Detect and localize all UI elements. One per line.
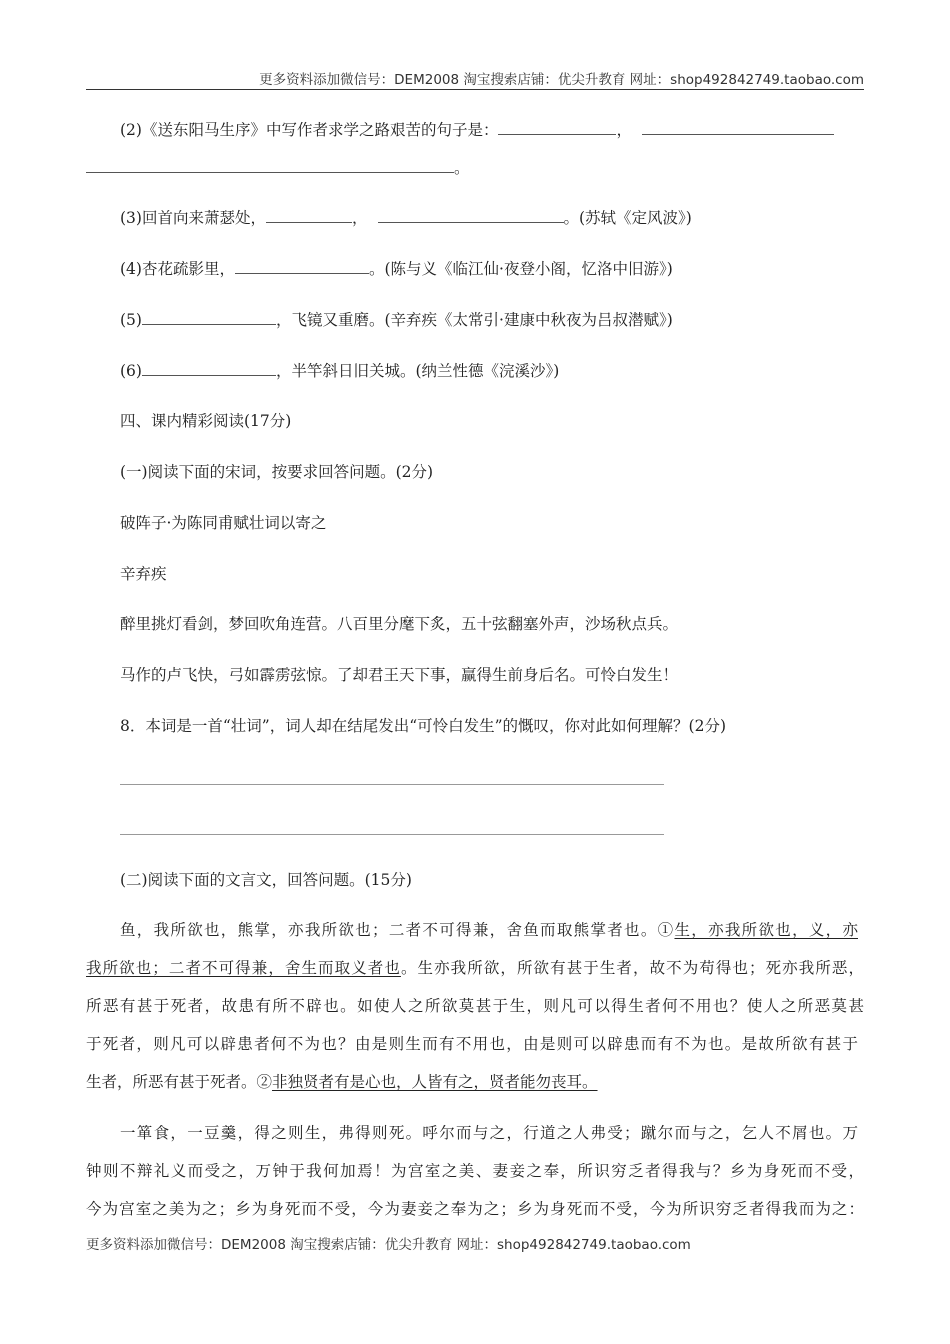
poem-line-2: 马作的卢飞快，弓如霹雳弦惊。了却君王天下事，赢得生前身后名。可怜白发生！ — [120, 666, 679, 684]
underlined-sentence-2: 非独贤者有是心也，人皆有之，贤者能勿丧耳。 — [272, 1073, 598, 1091]
question-3-text: 回首向来萧瑟处， — [141, 209, 266, 227]
question-3-source: 。(苏轼《定风波》) — [563, 209, 692, 227]
question-2 — [120, 119, 834, 140]
question-4 — [120, 258, 673, 279]
question-5-num: (5) — [120, 311, 142, 329]
question-5 — [120, 309, 673, 330]
question-6-num: (6) — [120, 362, 142, 380]
question-4-num: (4) — [120, 260, 142, 278]
passage-line — [86, 958, 864, 978]
passage-text: 鱼，我所欲也，熊掌，亦我所欲也；二者不可得兼，舍鱼而取熊掌者也。① — [120, 921, 675, 939]
answer-line[interactable] — [120, 834, 664, 835]
passage-text: 生者，所恶有甚于死者。② — [86, 1073, 273, 1091]
answer-blank[interactable] — [498, 119, 616, 135]
answer-blank[interactable] — [378, 207, 564, 223]
question-4-source: 。(陈与义《临江仙·夜登小阁，忆洛中旧游》) — [368, 260, 673, 278]
question-2-text: (2)《送东阳马生序》中写作者求学之路艰苦的句子是： — [120, 121, 499, 139]
question-8: 8．本词是一首“壮词”，词人却在结尾发出“可怜白发生”的慨叹，你对此如何理解？(2分) — [120, 717, 727, 735]
passage-line: 于死者，则凡可以辟患者何不为也？由是则生而有不用也，由是则可以辟患而有不为也。是故所欲有甚于 — [86, 1035, 858, 1053]
passage-line: 今为宫室之美为之；乡为身死而不受，今为妻妾之奉为之；乡为身死而不受，今为所识穷乏者得我而为之： — [86, 1200, 864, 1218]
passage-line: 一箪食，一豆羹，得之则生，弗得则死。呼尔而与之，行道之人弗受；蹴尔而与之，乞人不屑也。万 — [120, 1124, 858, 1142]
question-5-text: ，飞镜又重磨。(辛弃疾《太常引·建康中秋夜为吕叔潜赋》) — [275, 311, 673, 329]
poem-title: 破阵子·为陈同甫赋壮词以寄之 — [120, 514, 327, 532]
header-rule — [86, 89, 864, 90]
answer-blank[interactable] — [235, 258, 369, 274]
answer-blank[interactable] — [142, 309, 276, 325]
question-6-text: ，半竿斜日旧关城。(纳兰性德《浣溪沙》) — [275, 362, 560, 380]
page-header: 更多资料添加微信号：DEM2008 淘宝搜索店铺：优尖升教育 网址：shop492842749.taobao.com — [259, 72, 864, 88]
answer-blank[interactable] — [142, 360, 276, 376]
poem-line-1: 醉里挑灯看剑，梦回吹角连营。八百里分麾下炙，五十弦翻塞外声，沙场秋点兵。 — [120, 615, 679, 633]
underlined-sentence-1-cont: 我所欲也；二者不可得兼，舍生而取义者也 — [86, 959, 401, 977]
section-4-title: 四、课内精彩阅读(17分) — [120, 412, 292, 430]
question-2-sep: ， — [616, 121, 632, 139]
answer-line[interactable] — [120, 784, 664, 785]
question-2-end: 。 — [454, 159, 470, 177]
passage-line: 钟则不辩礼义而受之，万钟于我何加焉！为宫室之美、妻妾之奉，所识穷乏者得我与？乡为身死而不受， — [86, 1162, 864, 1180]
answer-blank[interactable] — [86, 157, 454, 173]
passage-text: 。生亦我所欲，所欲有甚于生者，故不为苟得也；死亦我所恶， — [400, 959, 864, 977]
part-1-title: (一)阅读下面的宋词，按要求回答问题。(2分) — [120, 463, 434, 481]
question-3 — [120, 207, 692, 228]
part-2-title: (二)阅读下面的文言文，回答问题。(15分) — [120, 871, 412, 889]
question-2-cont — [86, 157, 470, 178]
passage-line — [120, 920, 858, 940]
question-3-sep: ， — [351, 209, 368, 227]
poem-author: 辛弃疾 — [120, 565, 167, 583]
question-3-num: (3) — [120, 209, 142, 227]
question-6 — [120, 360, 559, 381]
passage-line: 所恶有甚于死者，故患有所不辟也。如使人之所欲莫甚于生，则凡可以得生者何不用也？使人之所恶莫甚 — [86, 997, 864, 1015]
question-4-text: 杏花疏影里， — [141, 260, 235, 278]
answer-blank[interactable] — [642, 119, 834, 135]
underlined-sentence-1: 生，亦我所欲也，义，亦 — [674, 921, 858, 939]
passage-line — [86, 1072, 598, 1092]
answer-blank[interactable] — [266, 207, 352, 223]
page-footer: 更多资料添加微信号：DEM2008 淘宝搜索店铺：优尖升教育 网址：shop492842749.taobao.com — [86, 1237, 691, 1253]
